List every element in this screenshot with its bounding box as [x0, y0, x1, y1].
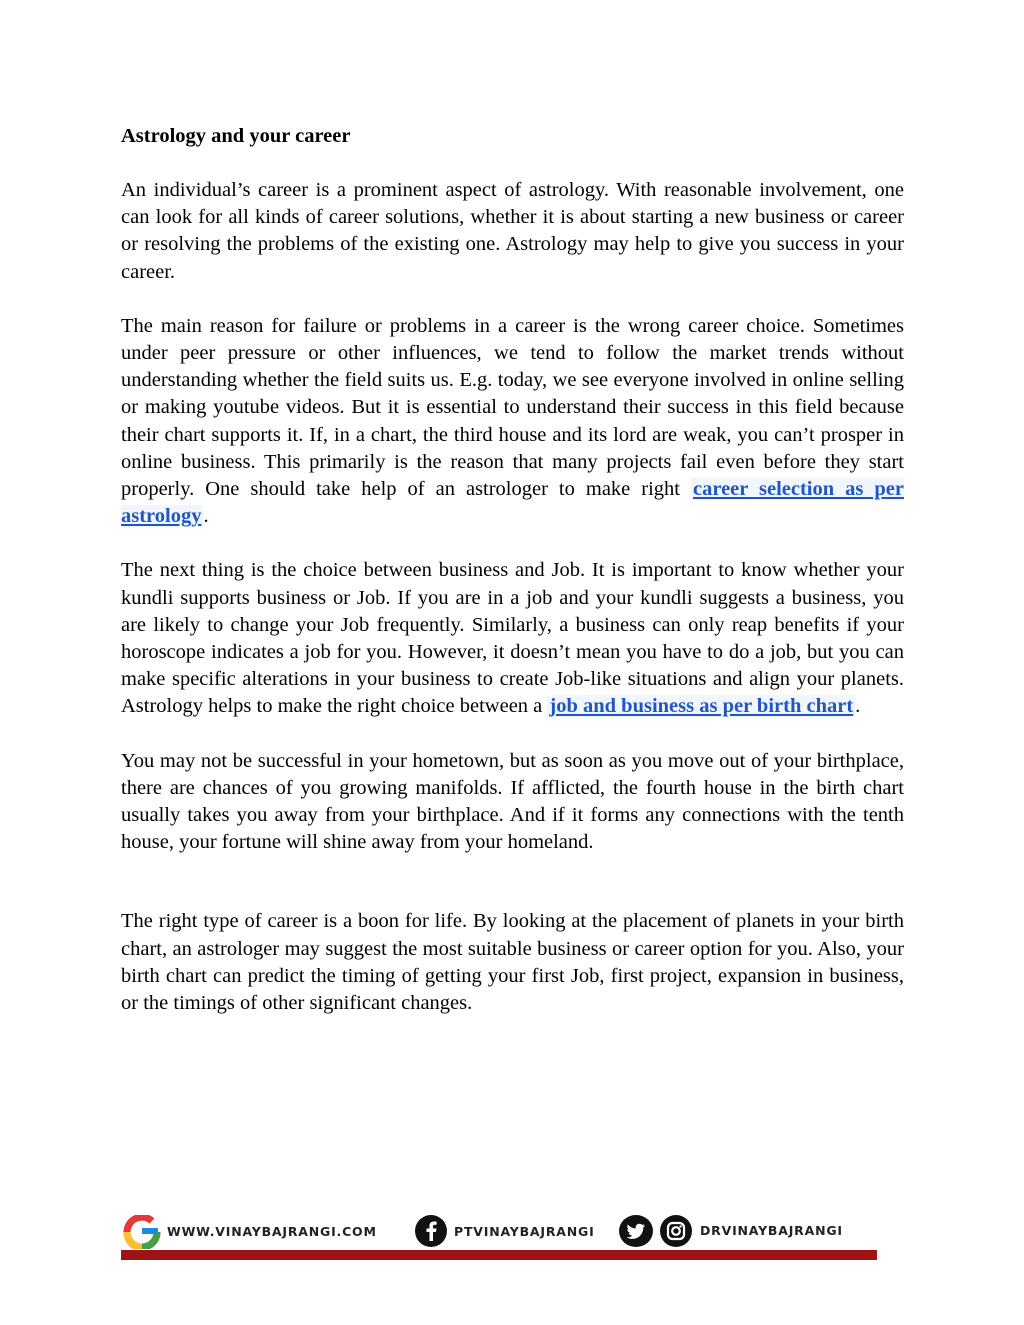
document-title: Astrology and your career [121, 125, 351, 147]
facebook-handle-text: PTVINAYBAJRANGI [454, 1224, 595, 1239]
paragraph-business-job [121, 557, 904, 720]
website-text: WWW.VINAYBAJRANGI.COM [167, 1224, 377, 1239]
footer-banner [121, 1212, 877, 1262]
twitter-icon [619, 1215, 653, 1247]
career-selection-link[interactable]: career selection as per astrology [121, 478, 904, 528]
paragraph-text-end: . [855, 695, 861, 718]
footer-contacts [121, 1212, 877, 1252]
paragraph-conclusion: The right type of career is a boon for life. By looking at the placement of planets in your birth chart, an astrologer may suggest the most suitable business or career option for you. Also, your birth chart can predict the timing of getting your first Job, first project, expansion in business, or the timings of other significant changes. [121, 910, 904, 1015]
paragraph-hometown: You may not be successful in your hometown, but as soon as you move out of your birthplace, there are chances of you growing manifolds. If afflicted, the fourth house in the birth chart usually takes you away from your birthplace. And if it forms any connections with the tenth house, your fortune will shine away from your homeland. [121, 749, 904, 854]
social-handle-text: DRVINAYBAJRANGI [700, 1223, 843, 1238]
paragraph-intro: An individual’s career is a prominent aspect of astrology. With reasonable involvement, one can look for all kinds of career solutions, whether it is about starting a new business or career or resolving the problems of the existing one. Astrology may help to give you success in your career. [121, 179, 904, 283]
paragraph-career-choice [121, 313, 904, 531]
paragraph-text-end: . [203, 505, 209, 528]
document-body [121, 122, 904, 1044]
google-icon [121, 1215, 163, 1249]
footer-divider-bar [121, 1250, 877, 1260]
paragraph-text: The next thing is the choice between business and Job. It is important to know whether your kundli supports business or Job. If you are in a job and your kundli suggests a business, you are likely to change your Job frequently. Similarly, a business can only reap benefits if your horoscope indicates a job for you. However, it doesn’t mean you have to do a job, but you can make specific alterations in your business to create Job-like situations and align your planets. Astrology helps to make the right choice between a [121, 559, 904, 718]
job-business-link[interactable]: job and business as per birth chart [549, 695, 854, 718]
paragraph-text: The main reason for failure or problems in a career is the wrong career choice. Sometimes under peer pressure or other influences, we tend to follow the market trends without understanding whether the field suits us. E.g. today, we see everyone involved in online selling or making youtube videos. But it is essential to understand their success in this field because their chart supports it. If, in a chart, the third house and its lord are weak, you can’t prosper in online business. This primarily is the reason that many projects fail even before they start properly. One should take help of an astrologer to make right [121, 314, 904, 501]
facebook-icon [415, 1215, 447, 1247]
instagram-icon [660, 1215, 692, 1247]
